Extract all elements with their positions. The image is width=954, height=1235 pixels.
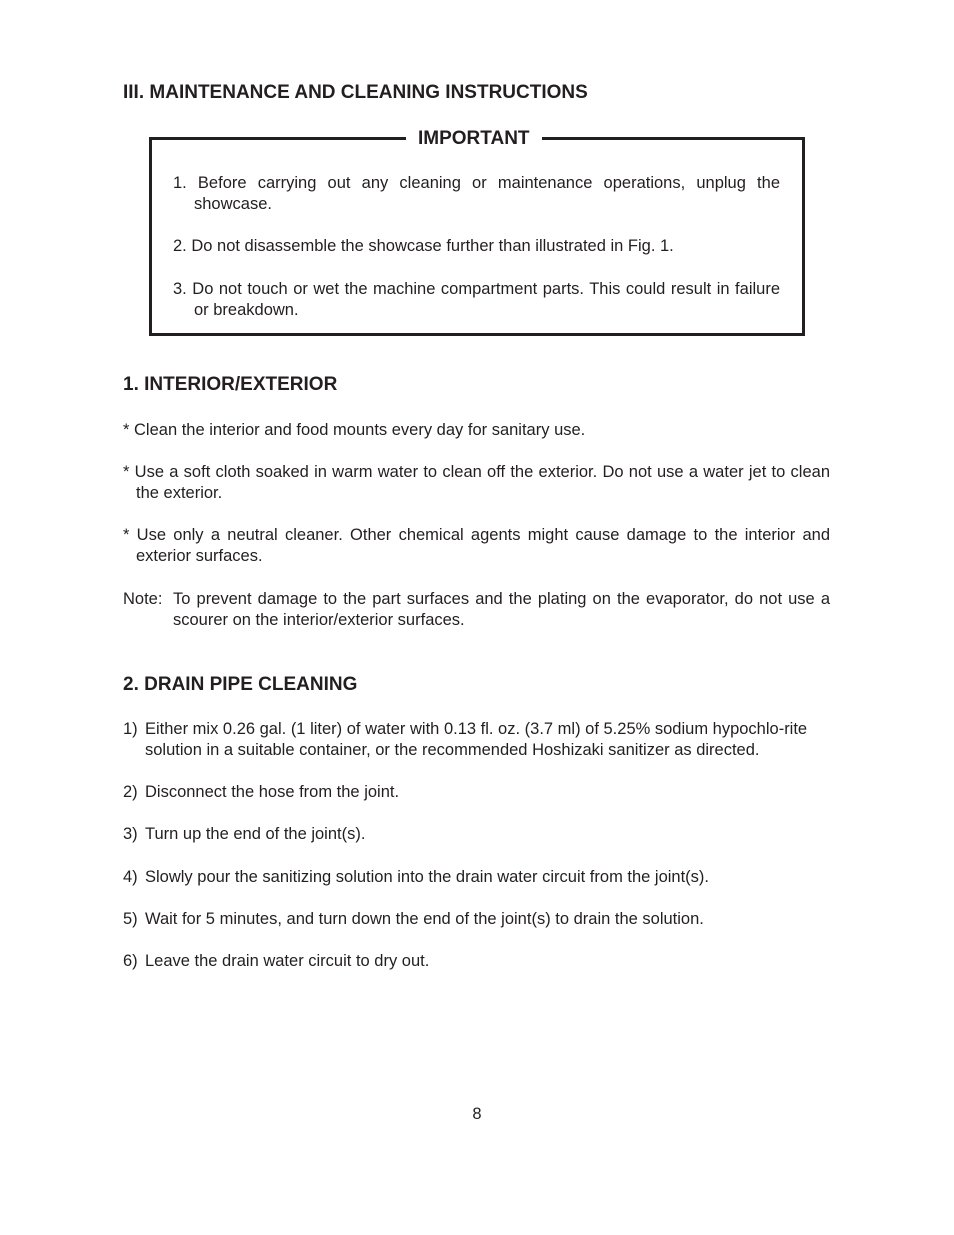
important-item: 1. Before carrying out any cleaning or maintenance operations, unplug the showcase. (173, 174, 780, 213)
drain-step: 2) Disconnect the hose from the joint. (123, 783, 400, 801)
interior-heading: 1. INTERIOR/EXTERIOR (123, 374, 338, 395)
drain-step: 3) Turn up the end of the joint(s). (123, 825, 366, 843)
important-item: 2. Do not disassemble the showcase further than illustrated in Fig. 1. (173, 237, 674, 255)
important-item: 3. Do not touch or wet the machine compartment parts. This could result in failure or breakdown. (173, 280, 780, 319)
page-number: 8 (472, 1105, 482, 1123)
drain-step: 1) Either mix 0.26 gal. (1 liter) of water with 0.13 fl. oz. (3.7 ml) of 5.25% sodium hypochlo-rite solution in a suitable container, or the recommended Hoshizaki sanitizer as directed. (123, 720, 808, 759)
interior-bullet: * Use only a neutral cleaner. Other chemical agents might cause damage to the interior and exterior surfaces. (123, 526, 830, 565)
note-text: To prevent damage to the part surfaces and the plating on the evaporator, do not use a scourer on the interior/exterior surfaces. (173, 590, 830, 629)
interior-note (123, 589, 830, 631)
interior-bullet: * Clean the interior and food mounts every day for sanitary use. (123, 421, 586, 439)
drain-step: 5) Wait for 5 minutes, and turn down the end of the joint(s) to drain the solution. (123, 910, 704, 928)
drain-step: 4) Slowly pour the sanitizing solution into the drain water circuit from the joint(s). (123, 868, 710, 886)
interior-bullet: * Use a soft cloth soaked in warm water to clean off the exterior. Do not use a water jet to clean the exterior. (123, 463, 830, 502)
note-label: Note: (123, 590, 163, 608)
drain-step: 6) Leave the drain water circuit to dry out. (123, 952, 430, 970)
important-title: IMPORTANT (406, 128, 542, 150)
drain-heading: 2. DRAIN PIPE CLEANING (123, 674, 358, 695)
section-title: III. MAINTENANCE AND CLEANING INSTRUCTIONS (123, 82, 588, 103)
